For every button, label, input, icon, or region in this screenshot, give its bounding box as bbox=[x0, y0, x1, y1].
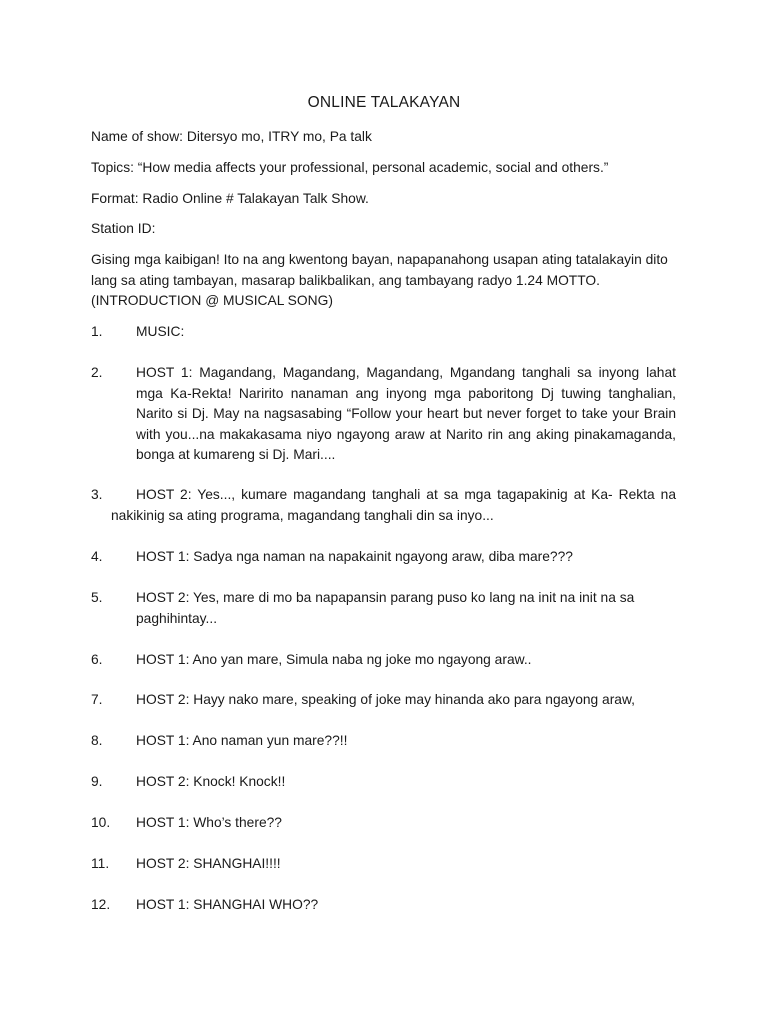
format-line: Format: Radio Online # Talakayan Talk Show. bbox=[91, 191, 369, 206]
script-item-2 bbox=[91, 363, 676, 466]
item-text: HOST 1: Who’s there?? bbox=[136, 815, 282, 830]
item-number: 8. bbox=[91, 733, 103, 748]
item-text: HOST 1: Magandang, Magandang, Magandang, Mgandang tanghali sa inyong lahat mga Ka-Rekta! Naririto nanaman ang inyong mga paboritong Dj tuwing tanghalian, Narito si Dj. May na nagsasabing “Follow your heart but never forget to take your Brain with you...na makakasama niyo ngayong araw at Narito rin ang aking pinakamaganda, bonga at kumareng si Dj. Mari.... bbox=[136, 365, 676, 463]
item-number: 5. bbox=[91, 590, 103, 605]
document-title: ONLINE TALAKAYAN bbox=[307, 94, 461, 111]
item-number: 3. bbox=[91, 487, 103, 502]
item-number: 6. bbox=[91, 652, 103, 667]
topics-line: Topics: “How media affects your professional, personal academic, social and others.” bbox=[91, 160, 609, 175]
item-number: 12. bbox=[91, 897, 111, 912]
item-number: 2. bbox=[91, 365, 103, 380]
script-item-9 bbox=[91, 772, 676, 793]
station-id-label: Station ID: bbox=[91, 221, 156, 236]
item-text: HOST 1: Sadya nga naman na napakainit ngayong araw, diba mare??? bbox=[136, 549, 573, 564]
script-item-4 bbox=[91, 547, 676, 568]
item-number: 7. bbox=[91, 692, 103, 707]
item-text: HOST 2: Yes..., kumare magandang tanghali at sa mga tagapakinig at Ka- Rekta na nakikinig sa ating programa, magandang tanghali din sa inyo... bbox=[111, 487, 676, 523]
item-number: 9. bbox=[91, 774, 103, 789]
item-text: HOST 1: Ano yan mare, Simula naba ng joke mo ngayong araw.. bbox=[136, 652, 532, 667]
item-text: HOST 1: SHANGHAI WHO?? bbox=[136, 897, 319, 912]
script-item-5 bbox=[91, 588, 676, 629]
item-text: HOST 2: SHANGHAI!!!! bbox=[136, 856, 281, 871]
script-item-8 bbox=[91, 731, 676, 752]
item-number: 11. bbox=[91, 856, 110, 871]
script-item-1 bbox=[91, 322, 676, 343]
item-number: 1. bbox=[91, 324, 103, 339]
script-item-7 bbox=[91, 690, 676, 711]
item-number: 10. bbox=[91, 815, 111, 830]
show-name-line: Name of show: Ditersyo mo, ITRY mo, Pa talk bbox=[91, 129, 372, 144]
item-text: HOST 2: Knock! Knock!! bbox=[136, 774, 286, 789]
script-item-11 bbox=[91, 854, 676, 875]
item-text: MUSIC: bbox=[136, 324, 185, 339]
script-item-6 bbox=[91, 650, 676, 671]
item-text: HOST 1: Ano naman yun mare??!! bbox=[136, 733, 348, 748]
script-item-10 bbox=[91, 813, 676, 834]
intro-paragraph: Gising mga kaibigan! Ito na ang kwentong bayan, napapanahong usapan ating tatalakayin dito lang sa ating tambayan, masarap balikbalikan, ang tambayang radyo 1.24 MOTTO. (INTRODUCTION @ MUSICAL SONG) bbox=[91, 252, 668, 308]
item-number: 4. bbox=[91, 549, 103, 564]
item-text: HOST 2: Hayy nako mare, speaking of joke may hinanda ako para ngayong araw, bbox=[136, 692, 636, 707]
item-text: HOST 2: Yes, mare di mo ba napapansin parang puso ko lang na init na init na sa paghihintay... bbox=[136, 590, 635, 626]
script-item-12 bbox=[91, 895, 676, 916]
script-item-3 bbox=[91, 485, 676, 526]
